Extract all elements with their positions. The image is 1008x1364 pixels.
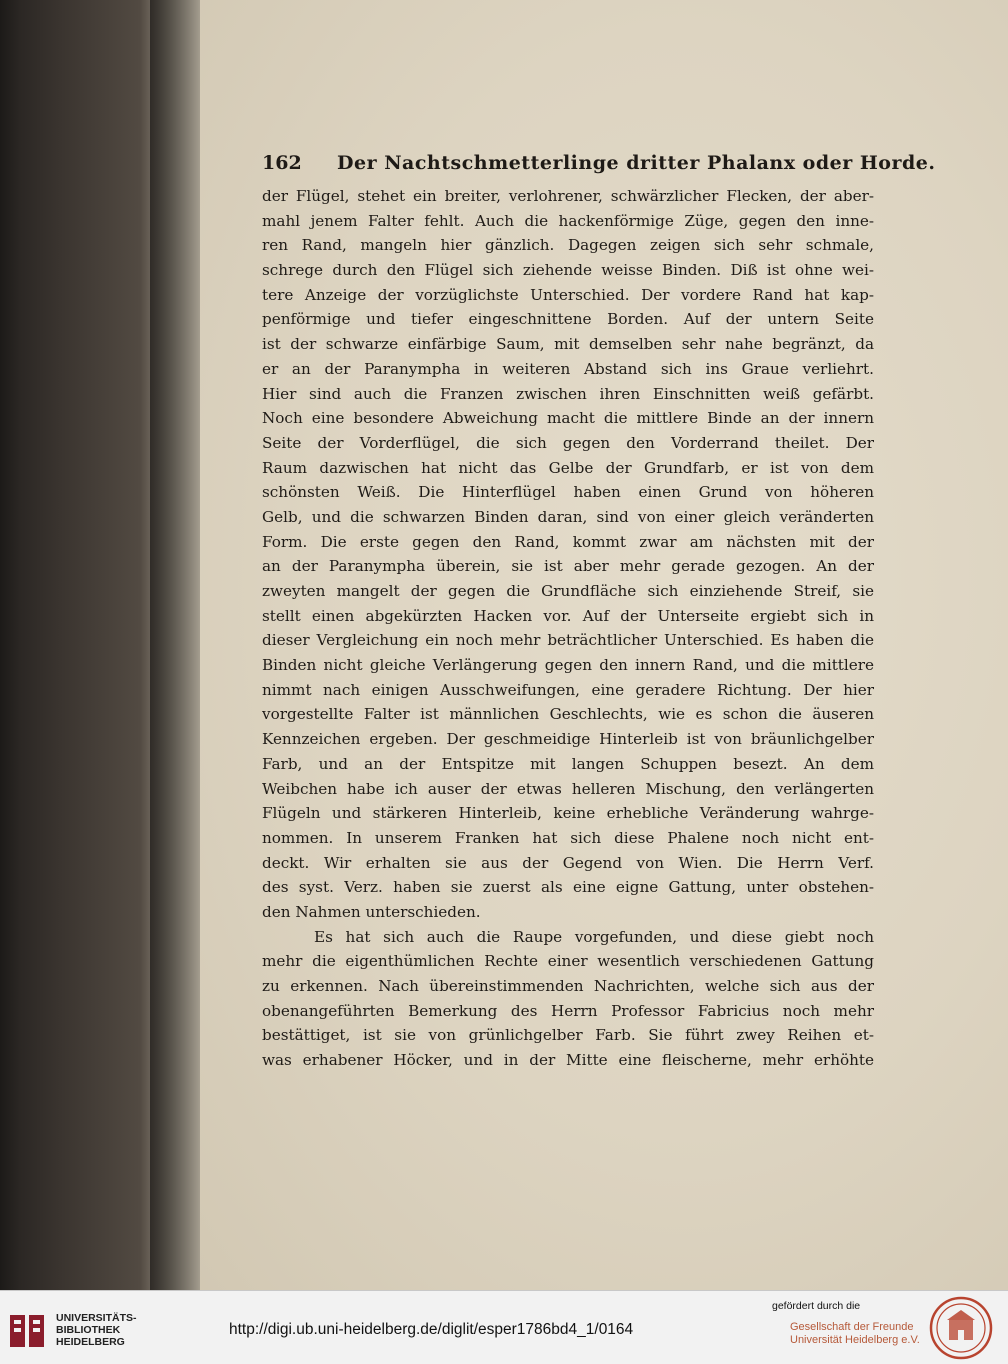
- page-header: [262, 152, 936, 182]
- text-line: Kennzeichen ergeben. Der geschmeidige Hinterleib ist von bräunlichgelber: [262, 730, 874, 749]
- text-line: an der Paranympha überein, sie ist aber mehr gerade gezogen. An der: [262, 557, 874, 576]
- text-line: schönsten Weiß. Die Hinterflügel haben einen Grund von höheren: [262, 483, 874, 502]
- text-line: schrege durch den Flügel sich ziehende weisse Binden. Diß ist ohne wei-: [262, 261, 874, 280]
- text-line: deckt. Wir erhalten sie aus der Gegend von Wien. Die Herrn Verf.: [262, 853, 874, 872]
- library-name-line: UNIVERSITÄTS-: [56, 1312, 137, 1324]
- text-line: vorgestellte Falter ist männlichen Geschlechts, wie es schon die äuseren: [262, 705, 874, 724]
- text-line: mahl jenem Falter fehlt. Auch die hackenförmige Züge, gegen den inne-: [262, 211, 874, 230]
- sponsor-name: [790, 1321, 920, 1347]
- body-text: [262, 184, 874, 1073]
- text-line: ren Rand, mangeln hier gänzlich. Dagegen zeigen sich sehr schmale,: [262, 236, 874, 255]
- text-line: Hier sind auch die Franzen zwischen ihren Einschnitten weiß gefärbt.: [262, 384, 874, 403]
- text-line: zu erkennen. Nach übereinstimmenden Nachrichten, welche sich aus der: [262, 977, 874, 995]
- sponsor-name-line: Universität Heidelberg e.V.: [790, 1334, 920, 1346]
- page-number: 162: [262, 152, 302, 174]
- text-line: mehr die eigenthümlichen Rechte einer wesentlich verschiedenen Gattung: [262, 952, 874, 971]
- university-seal-icon: [929, 1296, 993, 1360]
- text-line: obenangeführten Bemerkung des Herrn Professor Fabricius noch mehr: [262, 1001, 874, 1020]
- footer-bar: [0, 1290, 1008, 1364]
- text-line: nimmt nach einigen Ausschweifungen, eine geradere Richtung. Der hier: [262, 680, 874, 699]
- text-line: Gelb, und die schwarzen Binden daran, sind von einer gleich veränderten: [262, 507, 874, 526]
- text-line: dieser Vergleichung ein noch mehr beträchtlicher Unterschied. Es haben die: [262, 631, 874, 650]
- text-line: er an der Paranympha in weiteren Abstand sich ins Graue verliehrt.: [262, 359, 874, 378]
- text-line: der Flügel, stehet ein breiter, verlohrener, schwärzlicher Flecken, der aber-: [262, 187, 874, 205]
- text-line: Raum dazwischen hat nicht das Gelbe der Grundfarb, er ist von dem: [262, 458, 874, 477]
- text-line: bestättiget, ist sie von grünlichgelber Farb. Sie führt zwey Reihen et-: [262, 1026, 874, 1045]
- library-logo-icon: [8, 1311, 48, 1351]
- text-line: tere Anzeige der vorzüglichste Unterschied. Der vordere Rand hat kap-: [262, 285, 874, 304]
- text-line: Form. Die erste gegen den Rand, kommt zwar am nächsten mit der: [262, 532, 874, 551]
- text-line: Seite der Vorderflügel, die sich gegen den Vorderrand theilet. Der: [262, 433, 874, 452]
- library-name-line: BIBLIOTHEK: [56, 1324, 121, 1336]
- library-name: [56, 1312, 137, 1348]
- text-line: Flügeln und stärkeren Hinterleib, keine erhebliche Veränderung wahrge-: [262, 804, 874, 823]
- text-line: nommen. In unserem Franken hat sich diese Phalene noch nicht ent-: [262, 828, 874, 847]
- text-line: zweyten mangelt der gegen die Grundfläche sich einziehende Streif, sie: [262, 582, 874, 600]
- text-line: Farb, und an der Entspitze mit langen Schuppen besezt. An dem: [262, 754, 874, 773]
- text-line: Noch eine besondere Abweichung macht die mittlere Binde an der innern: [262, 409, 874, 428]
- text-line: des syst. Verz. haben sie zuerst als eine eigne Gattung, unter obstehen-: [262, 878, 874, 897]
- text-line: penförmige und tiefer eingeschnittene Borden. Auf der untern Seite: [262, 310, 874, 329]
- permalink-url[interactable]: http://digi.ub.uni-heidelberg.de/diglit/esper1786bd4_1/0164: [229, 1321, 634, 1338]
- text-line: Es hat sich auch die Raupe vorgefunden, und diese giebt noch: [314, 927, 874, 946]
- text-line: ist der schwarze einfärbige Saum, mit demselben sehr nahe begränzt, da: [262, 335, 874, 354]
- text-line: Binden nicht gleiche Verlängerung gegen den innern Rand, und die mittlere: [262, 656, 874, 675]
- running-title: Der Nachtschmetterlinge dritter Phalanx oder Horde.: [337, 152, 936, 174]
- sponsor-intro: gefördert durch die: [772, 1300, 861, 1312]
- text-line: Weibchen habe ich auser der etwas helleren Mischung, den verlängerten: [262, 779, 874, 798]
- text-line: den Nahmen unterschieden.: [262, 902, 481, 921]
- text-line: stellt einen abgekürzten Hacken vor. Auf der Unterseite ergiebt sich in: [262, 606, 874, 625]
- text-line: was erhabener Höcker, und in der Mitte eine fleischerne, mehr erhöhte: [262, 1051, 874, 1070]
- library-name-line: HEIDELBERG: [56, 1336, 125, 1348]
- sponsor-name-line: Gesellschaft der Freunde: [790, 1321, 914, 1333]
